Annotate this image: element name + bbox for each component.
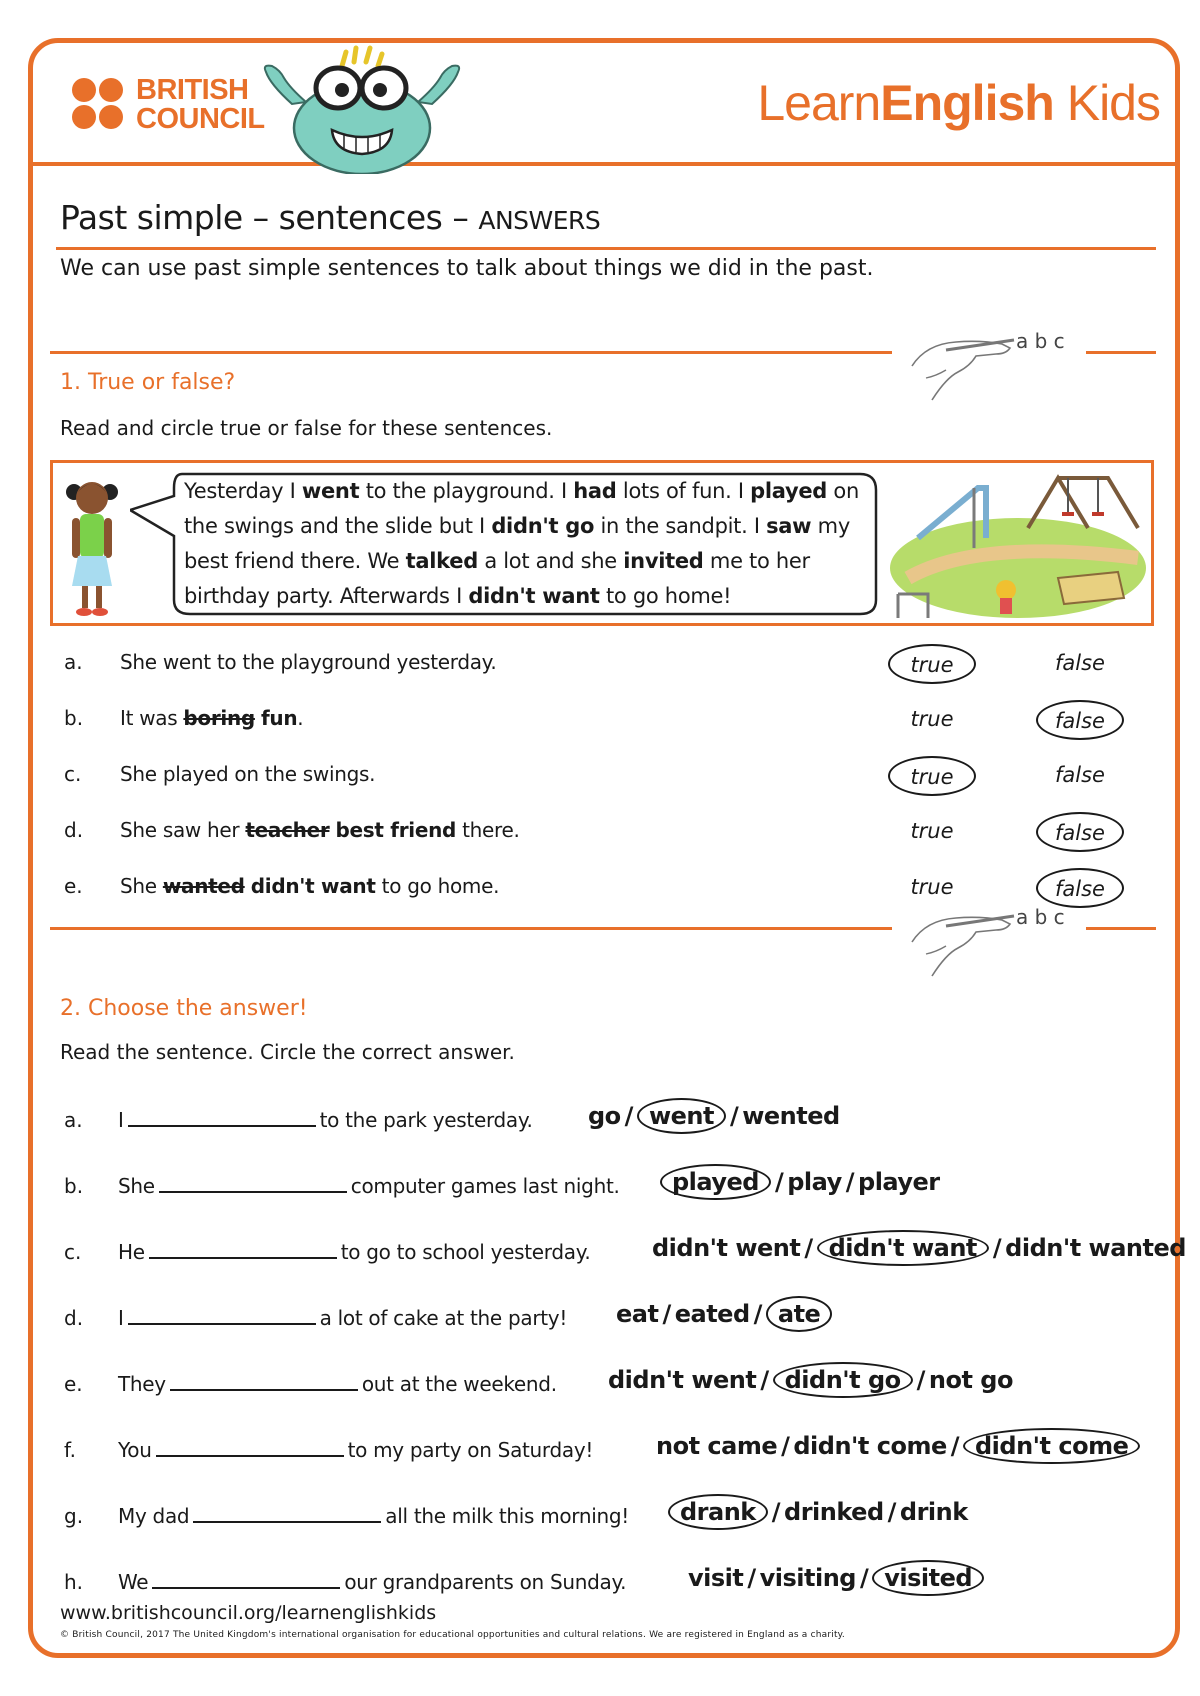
page-title-suffix: ANSWERS (478, 206, 601, 235)
story-verb: didn't want (468, 584, 600, 608)
section1-divider-right (1086, 351, 1156, 354)
sentence-start: I (118, 1108, 124, 1132)
sentence-part: . (297, 706, 304, 730)
row-letter: c. (64, 1240, 82, 1264)
option-separator: / (887, 1498, 896, 1526)
section2-divider-left (50, 927, 892, 930)
sentence-part: She went to the playground yesterday. (120, 650, 497, 674)
row-sentence (120, 762, 375, 786)
story-segment: me to her birthday party. Afterwards I (184, 549, 810, 608)
answer-blank[interactable] (193, 1505, 381, 1523)
sentence-start: You (118, 1438, 152, 1462)
row-sentence (118, 1240, 590, 1264)
row-sentence (120, 818, 520, 842)
answer-option[interactable]: didn't wanted (1005, 1234, 1186, 1262)
answer-options (656, 1432, 1140, 1460)
sentence-end: a lot of cake at the party! (319, 1306, 568, 1330)
choice-row (0, 1426, 1200, 1476)
monster-mascot-icon (262, 44, 462, 174)
row-letter: a. (64, 650, 83, 674)
false-option[interactable]: false (1036, 812, 1124, 852)
false-option[interactable]: false (1036, 868, 1124, 908)
sentence-end: all the milk this morning! (385, 1504, 630, 1528)
crossed-out-word: boring (183, 706, 255, 730)
story-segment: in the sandpit. I (594, 514, 767, 538)
story-verb: played (750, 479, 828, 503)
playground-illustration-icon (888, 468, 1148, 620)
option-separator: / (845, 1168, 855, 1196)
story-text (184, 474, 880, 614)
corrected-word: didn't want (250, 874, 376, 898)
sentence-part: there. (456, 818, 520, 842)
option-separator: / (624, 1102, 633, 1130)
row-sentence (118, 1438, 593, 1462)
option-separator: / (781, 1432, 790, 1460)
story-verb: had (573, 479, 617, 503)
row-letter: h. (64, 1570, 84, 1594)
true-option[interactable]: true (888, 756, 976, 796)
lek-logo-end: Kids (1053, 75, 1160, 131)
answer-option[interactable]: drink (899, 1498, 968, 1526)
story-segment: a lot and she (477, 549, 624, 573)
sentence-part: It was (120, 706, 184, 730)
sentence-end: out at the weekend. (361, 1372, 557, 1396)
corrected-word: best friend (335, 818, 457, 842)
story-segment: Yesterday I (184, 479, 302, 503)
sentence-start: My dad (118, 1504, 190, 1528)
story-verb: went (301, 479, 360, 503)
answer-blank[interactable] (152, 1571, 340, 1589)
learnenglish-kids-logo (757, 74, 1160, 132)
hand-icon-text: a b c (1016, 329, 1065, 353)
bc-logo-line2: COUNCIL (136, 103, 265, 135)
answer-blank[interactable] (170, 1373, 358, 1391)
answer-option[interactable]: eat (616, 1300, 659, 1328)
row-sentence (118, 1372, 557, 1396)
option-separator: / (771, 1498, 781, 1526)
sentence-start: He (118, 1240, 145, 1264)
story-verb: didn't go (491, 514, 595, 538)
true-false-row (0, 752, 1200, 800)
choice-row (0, 1360, 1200, 1410)
true-option[interactable]: true (910, 819, 954, 843)
option-separator: / (916, 1366, 925, 1394)
option-separator: / (950, 1432, 959, 1460)
answer-option[interactable]: not came (656, 1432, 778, 1460)
row-sentence (120, 650, 496, 674)
answer-option[interactable]: player (858, 1168, 940, 1196)
answer-options (660, 1168, 940, 1196)
choice-row (0, 1294, 1200, 1344)
answer-option[interactable]: played (660, 1164, 771, 1200)
answer-option[interactable]: didn't went (652, 1234, 801, 1262)
choice-row (0, 1162, 1200, 1212)
story-verb: talked (405, 549, 478, 573)
answer-options (688, 1564, 984, 1592)
answer-blank[interactable] (128, 1307, 316, 1325)
row-sentence (118, 1570, 626, 1594)
answer-option[interactable]: drank (668, 1494, 768, 1530)
hand-writing-icon (906, 326, 1082, 406)
answer-option[interactable]: went (637, 1098, 726, 1134)
row-letter: d. (64, 818, 84, 842)
hand-writing-icon (906, 902, 1082, 982)
story-segment: on the swings and the slide but I (184, 479, 859, 538)
true-false-row (0, 640, 1200, 688)
true-option[interactable]: true (888, 644, 976, 684)
answer-option[interactable]: didn't want (817, 1230, 989, 1266)
false-option[interactable]: false (1036, 700, 1124, 740)
row-sentence (120, 706, 303, 730)
row-letter: b. (64, 706, 84, 730)
story-verb: invited (623, 549, 704, 573)
section1-instruction: Read and circle true or false for these sentences. (60, 416, 553, 440)
answer-option[interactable]: ate (766, 1296, 832, 1332)
option-separator: / (662, 1300, 671, 1328)
row-letter: e. (64, 874, 83, 898)
answer-option[interactable]: not go (928, 1366, 1013, 1394)
answer-blank[interactable] (128, 1109, 316, 1127)
sentence-part: She (120, 874, 163, 898)
lek-logo-light: Learn (757, 75, 881, 131)
story-segment: my best friend there. We (184, 514, 850, 573)
true-option[interactable]: true (910, 875, 954, 899)
section2-title: 2. Choose the answer! (60, 996, 308, 1021)
row-letter: d. (64, 1306, 84, 1330)
sentence-end: to the park yesterday. (319, 1108, 533, 1132)
true-false-row (0, 696, 1200, 744)
row-letter: e. (64, 1372, 83, 1396)
story-segment: lots of fun. I (616, 479, 751, 503)
answer-options (588, 1102, 840, 1130)
row-letter: g. (64, 1504, 84, 1528)
section1-divider-left (50, 351, 892, 354)
answer-option[interactable]: drinked (784, 1498, 884, 1526)
bc-logo-line1: BRITISH (136, 74, 249, 106)
sentence-start: We (118, 1570, 149, 1594)
answer-options (652, 1234, 1186, 1262)
section2-instruction: Read the sentence. Circle the correct answer. (60, 1040, 515, 1064)
answer-options (668, 1498, 968, 1526)
row-sentence (118, 1306, 567, 1330)
answer-option[interactable]: didn't go (773, 1362, 913, 1398)
true-option[interactable]: true (910, 707, 954, 731)
row-letter: f. (64, 1438, 76, 1462)
option-separator: / (747, 1564, 756, 1592)
option-separator: / (859, 1564, 869, 1592)
option-separator: / (992, 1234, 1002, 1262)
true-false-row (0, 808, 1200, 856)
row-sentence (118, 1108, 533, 1132)
footer-url[interactable]: www.britishcouncil.org/learnenglishkids (60, 1602, 437, 1624)
row-sentence (118, 1504, 629, 1528)
footer-copyright: © British Council, 2017 The United Kingdom's international organisation for educational opportunities and cultural relations. We are registered in England as a charity. (60, 1630, 845, 1640)
sentence-start: She (118, 1174, 155, 1198)
title-divider (56, 247, 1156, 250)
row-letter: c. (64, 762, 82, 786)
row-sentence (120, 874, 499, 898)
row-letter: b. (64, 1174, 84, 1198)
answer-options (608, 1366, 1013, 1394)
story-segment: to the playground. I (359, 479, 574, 503)
row-sentence (118, 1174, 620, 1198)
option-separator: / (753, 1300, 762, 1328)
option-separator: / (804, 1234, 813, 1262)
crossed-out-word: wanted (162, 874, 245, 898)
answer-option[interactable]: wented (742, 1102, 840, 1130)
answer-option[interactable]: eated (674, 1300, 750, 1328)
answer-option[interactable]: visiting (759, 1564, 856, 1592)
corrected-word: fun (260, 706, 298, 730)
option-separator: / (729, 1102, 739, 1130)
sentence-start: I (118, 1306, 124, 1330)
answer-option[interactable]: visited (872, 1560, 984, 1596)
option-separator: / (774, 1168, 784, 1196)
choice-row (0, 1558, 1200, 1608)
answer-option[interactable]: didn't come (793, 1432, 947, 1460)
lek-logo-bold: English (880, 75, 1054, 131)
hand-icon-text: a b c (1016, 905, 1065, 929)
choice-row (0, 1228, 1200, 1278)
answer-blank[interactable] (149, 1241, 337, 1259)
answer-option[interactable]: didn't went (608, 1366, 757, 1394)
answer-blank[interactable] (159, 1175, 347, 1193)
sentence-end: to go to school yesterday. (340, 1240, 591, 1264)
answer-option[interactable]: play (787, 1168, 842, 1196)
answer-option[interactable]: visit (688, 1564, 744, 1592)
sentence-end: to my party on Saturday! (347, 1438, 594, 1462)
header-divider (33, 162, 1175, 166)
false-option[interactable]: false (1055, 651, 1105, 675)
girl-illustration-icon (60, 470, 124, 620)
answer-option[interactable]: go (588, 1102, 621, 1130)
intro-text: We can use past simple sentences to talk about things we did in the past. (60, 256, 874, 281)
page-title (60, 198, 600, 237)
sentence-end: computer games last night. (350, 1174, 620, 1198)
story-verb: saw (766, 514, 812, 538)
sentence-part: to go home. (375, 874, 500, 898)
page-title-main: Past simple – sentences – (60, 198, 479, 237)
row-letter: a. (64, 1108, 83, 1132)
option-separator: / (760, 1366, 769, 1394)
bc-dots-icon (72, 78, 128, 134)
story-segment: to go home! (599, 584, 732, 608)
sentence-start: They (118, 1372, 166, 1396)
answer-option[interactable]: didn't come (963, 1428, 1140, 1464)
answer-blank[interactable] (156, 1439, 344, 1457)
choice-row (0, 1492, 1200, 1542)
sentence-end: our grandparents on Sunday. (344, 1570, 627, 1594)
choice-row (0, 1096, 1200, 1146)
sentence-part: She saw her (120, 818, 246, 842)
section2-divider-right (1086, 927, 1156, 930)
british-council-logo (72, 76, 272, 136)
answer-options (616, 1300, 832, 1328)
crossed-out-word: teacher (245, 818, 330, 842)
section1-title: 1. True or false? (60, 370, 236, 395)
false-option[interactable]: false (1055, 763, 1105, 787)
sentence-part: She played on the swings. (120, 762, 376, 786)
